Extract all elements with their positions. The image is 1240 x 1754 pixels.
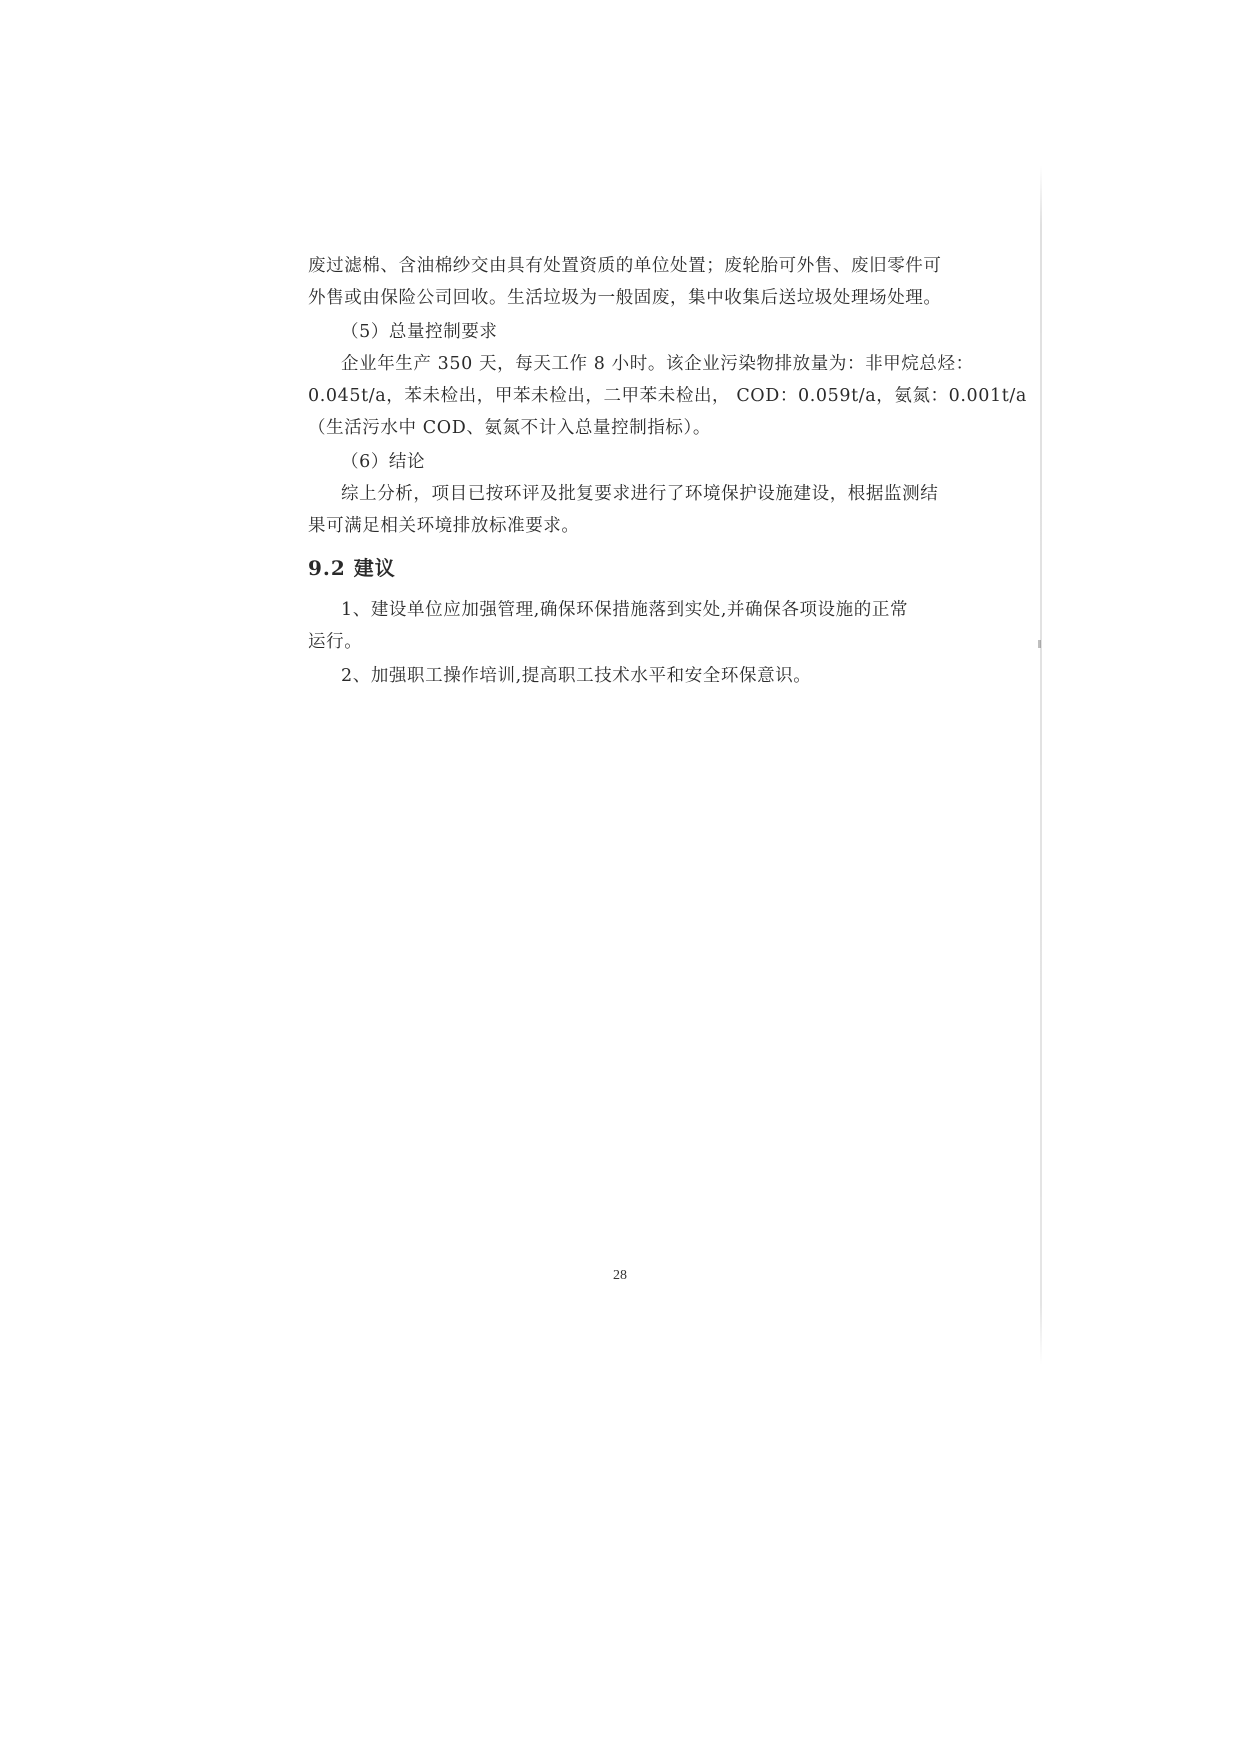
page-number: 28 (613, 1268, 627, 1283)
scan-edge-line (1040, 165, 1042, 1365)
scan-edge-mark (1038, 640, 1041, 648)
text-line: 1、建设单位应加强管理,确保环保措施落到实处,并确保各项设施的正常 (341, 600, 909, 620)
text-line: 外售或由保险公司回收。生活垃圾为一般固废，集中收集后送垃圾处理场处理。 (308, 288, 942, 308)
recommendation-item-1 (308, 594, 928, 658)
text-line: 废过滤棉、含油棉纱交由具有处置资质的单位处置；废轮胎可外售、废旧零件可 (308, 256, 942, 276)
text-line: 企业年生产 350 天，每天工作 8 小时。该企业污染物排放量为：非甲烷总烃： (341, 354, 974, 374)
subsection-title-conclusion: （6）结论 (341, 452, 426, 472)
text-line: 综上分析，项目已按环评及批复要求进行了环境保护设施建设，根据监测结 (341, 484, 939, 504)
recommendation-item-2: 2、加强职工操作培训,提高职工技术水平和安全环保意识。 (341, 666, 812, 686)
paragraph-waste-disposal (308, 250, 942, 314)
paragraph-total-control (308, 348, 1027, 444)
paragraph-conclusion (308, 478, 939, 542)
text-line: 0.045t/a，苯未检出，甲苯未检出，二甲苯未检出， COD：0.059t/a，氨氮：0.001t/a (308, 386, 1027, 406)
subsection-title-total-control: （5）总量控制要求 (341, 322, 498, 342)
text-line: （生活污水中 COD、氨氮不计入总量控制指标）。 (308, 418, 711, 438)
text-line: 果可满足相关环境排放标准要求。 (308, 516, 580, 536)
text-line: 运行。 (308, 632, 363, 652)
section-heading-9-2: 9.2 建议 (308, 556, 396, 580)
page-content (308, 250, 1027, 692)
